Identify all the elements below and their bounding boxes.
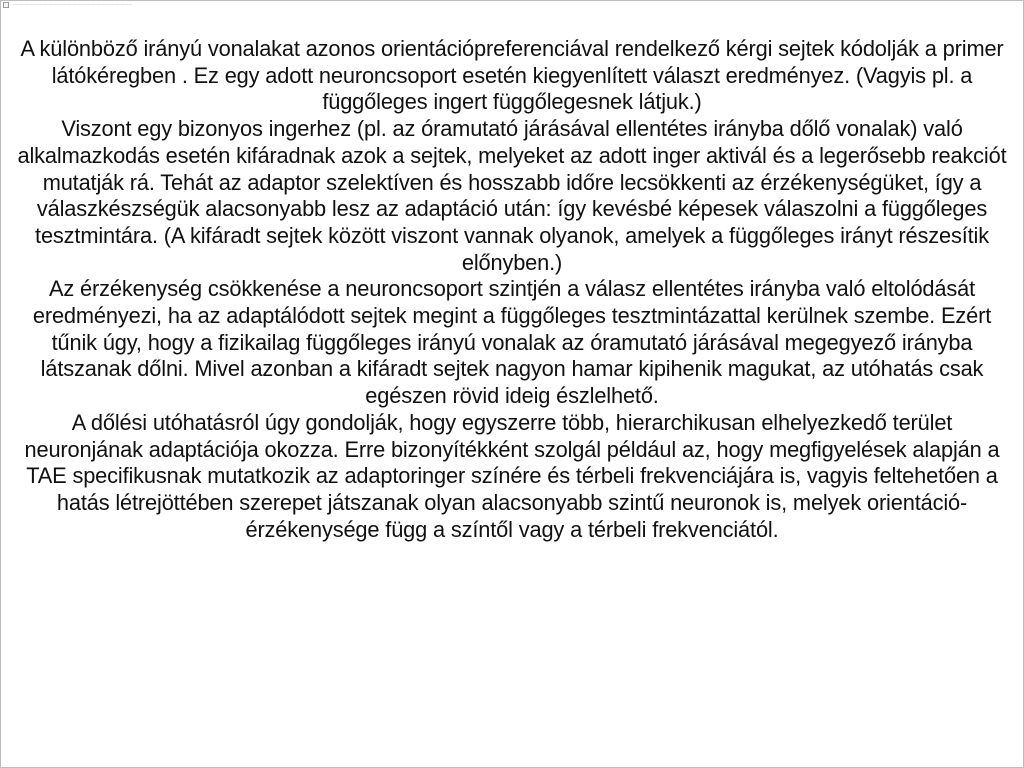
paragraph-2: Viszont egy bizonyos ingerhez (pl. az óramutató járásával ellentétes irányba dőlő vonalak) való alkalmazkodás esetén kifáradnak azok a sejtek, melyeket az adott inger aktivál és a legerősebb reakciót mutatják rá. Tehát az adaptor szelektíven és hosszabb időre lecsökkenti az érzékenységüket, így a válaszkészségük alacsonyabb lesz az adaptáció után: így kevésbé képesek válaszolni a függőleges tesztmintára. (A kifáradt sejtek között viszont vannak olyanok, amelyek a függőleges irányt részesítik előnyben.) xyxy=(17,116,1007,275)
paragraph-3: Az érzékenység csökkenése a neuroncsoport szintjén a válasz ellentétes irányba való eltolódását eredményezi, ha az adaptálódott sejtek megint a függőleges tesztmintázattal kerülnek szembe. Ezért tűnik úgy, hogy a fizikailag függőleges irányú vonalak az óramutató járásával megegyező irányba látszanak dőlni. Mivel azonban a kifáradt sejtek nagyon hamar kipihenik magukat, az utóhatás csak egészen rövid ideig észlelhető. xyxy=(32,276,992,409)
corner-caption: …………………………………………………… xyxy=(12,1,132,7)
page-thumbnail-icon xyxy=(3,2,9,8)
slide-body-text xyxy=(10,36,1014,543)
paragraph-1: A különböző irányú vonalakat azonos orientációpreferenciával rendelkező kérgi sejtek kódolják a primer látókéregben . Ez egy adott neuroncsoport esetén kiegyenlített választ eredményez. (Vagyis pl. a függőleges ingert függőlegesnek látjuk.) xyxy=(20,36,1004,115)
paragraph-4: A dőlési utóhatásról úgy gondolják, hogy egyszerre több, hierarchikusan elhelyezkedő terület neuronjának adaptációja okozza. Erre bizonyítékként szolgál például az, hogy megfigyelések alapján a TAE specifikusnak mutatkozik az adaptoringer színére és térbeli frekvenciájára is, vagyis feltehetően a hatás létrejöttében szerepet játszanak olyan alacsonyabb szintű neuronok is, melyek orientáció-érzékenysége függ a színtől vagy a térbeli frekvenciától. xyxy=(24,409,1000,542)
